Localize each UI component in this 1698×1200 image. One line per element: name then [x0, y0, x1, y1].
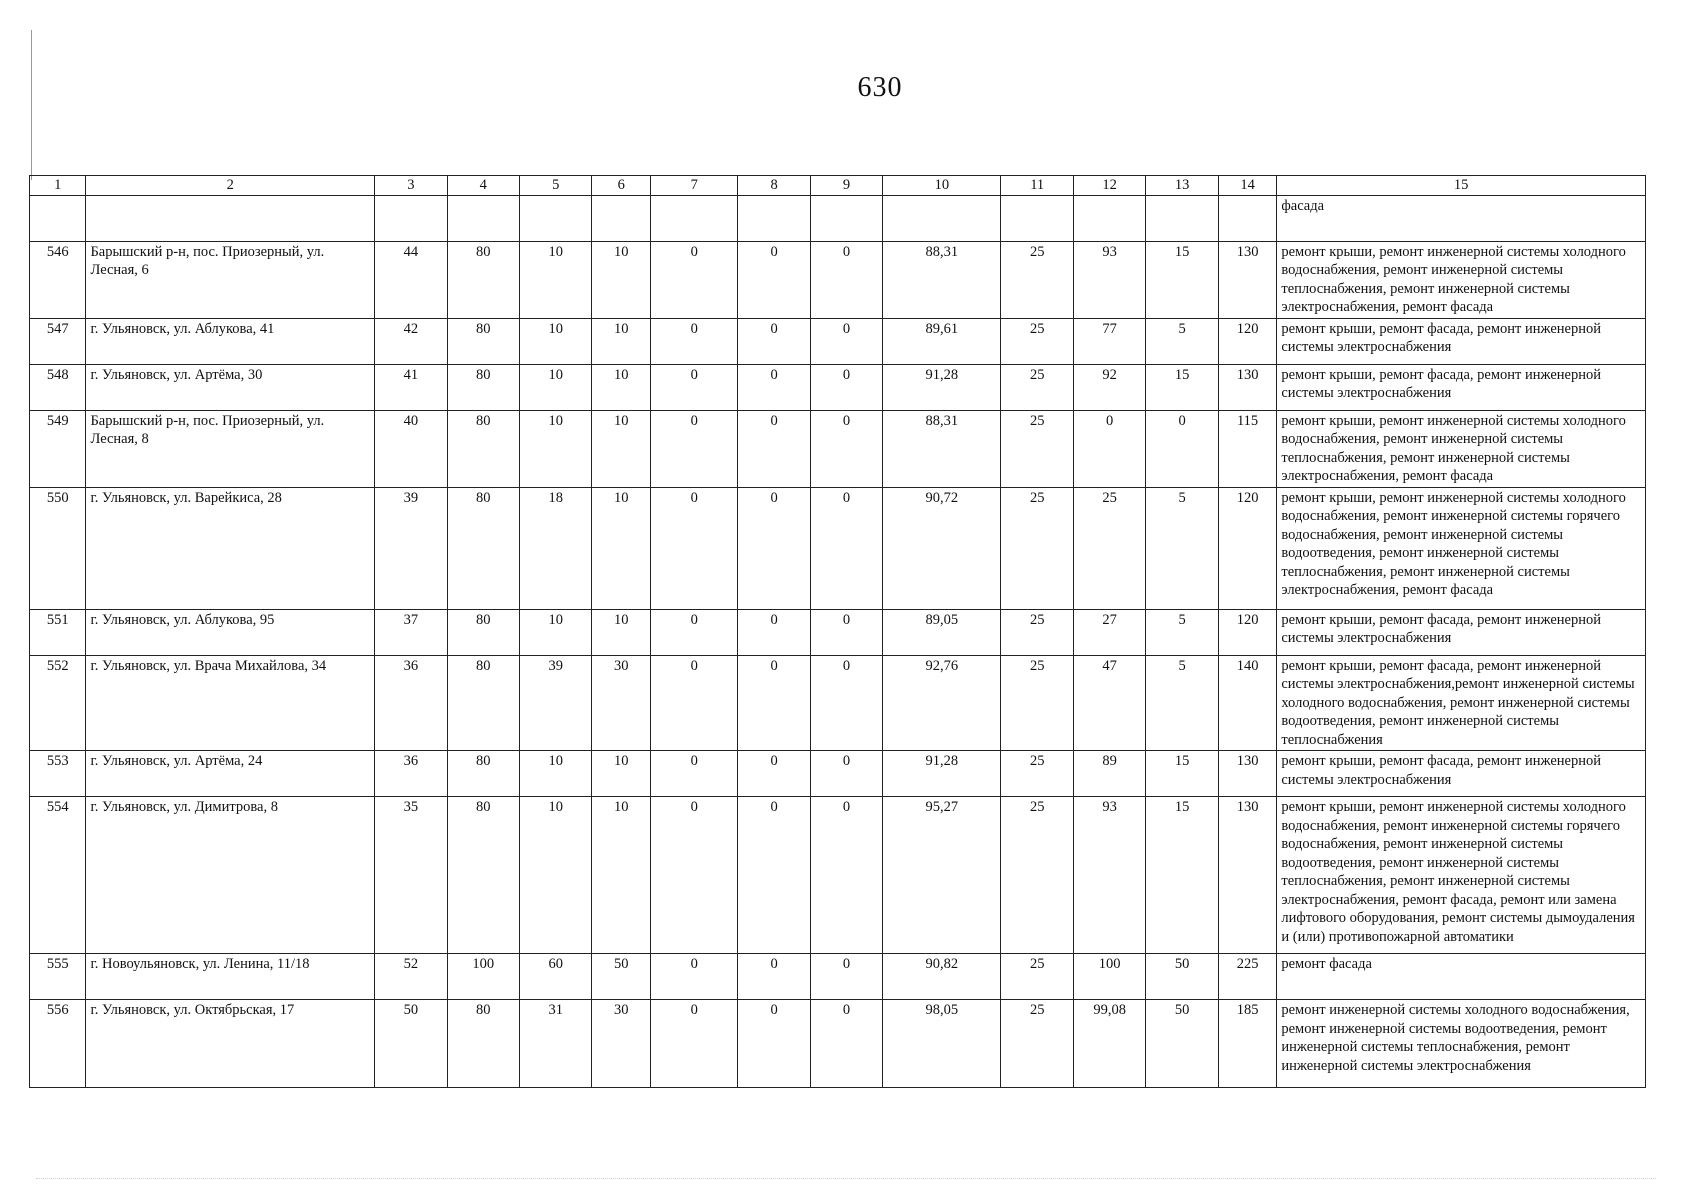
- value-cell-c3: 39: [375, 487, 447, 609]
- value-cell-c11: 25: [1001, 609, 1073, 655]
- value-cell-c11: 25: [1001, 954, 1073, 1000]
- value-cell-c6: 10: [592, 751, 651, 797]
- value-cell-c3: 35: [375, 797, 447, 954]
- value-cell-c11: 25: [1001, 751, 1073, 797]
- value-cell-c13: 15: [1146, 751, 1218, 797]
- value-cell-c6: 30: [592, 655, 651, 751]
- value-cell-c5: 10: [520, 410, 592, 487]
- value-cell-c14: 120: [1218, 487, 1277, 609]
- address-cell: г. Ульяновск, ул. Варейкиса, 28: [86, 487, 375, 609]
- repair-program-table: [29, 175, 1646, 1088]
- value-cell-c12: 25: [1073, 487, 1145, 609]
- value-cell-c13: 15: [1146, 364, 1218, 410]
- address-cell: г. Ульяновск, ул. Октябрьская, 17: [86, 1000, 375, 1088]
- row-number: 546: [30, 241, 86, 318]
- value-cell-c10: 92,76: [883, 655, 1001, 751]
- column-number-12: 12: [1073, 176, 1145, 196]
- works-cell: ремонт крыши, ремонт инженерной системы холодного водоснабжения, ремонт инженерной системы теплоснабжения, ремонт инженерной системы электроснабжения, ремонт фасада: [1277, 241, 1646, 318]
- works-cell: ремонт крыши, ремонт фасада, ремонт инженерной системы электроснабжения: [1277, 364, 1646, 410]
- table-row: [30, 1000, 1646, 1088]
- value-cell-c7: 0: [651, 751, 738, 797]
- value-cell-c4: 80: [447, 487, 519, 609]
- row-number: 548: [30, 364, 86, 410]
- value-cell-c13: 5: [1146, 655, 1218, 751]
- value-cell-c14: 225: [1218, 954, 1277, 1000]
- value-cell-c7: 0: [651, 655, 738, 751]
- table-row: [30, 364, 1646, 410]
- value-cell-c10: 98,05: [883, 1000, 1001, 1088]
- value-cell-c4: 80: [447, 1000, 519, 1088]
- value-cell-c4: 80: [447, 751, 519, 797]
- value-cell-c11: 25: [1001, 364, 1073, 410]
- value-cell-c4: 80: [447, 410, 519, 487]
- value-cell-c13: 5: [1146, 487, 1218, 609]
- value-cell-c13: 5: [1146, 609, 1218, 655]
- address-cell: г. Ульяновск, ул. Аблукова, 41: [86, 318, 375, 364]
- value-cell-c13: 50: [1146, 1000, 1218, 1088]
- value-cell-c13: 15: [1146, 797, 1218, 954]
- value-cell-c6: 30: [592, 1000, 651, 1088]
- value-cell-c5: 39: [520, 655, 592, 751]
- value-cell-c12: 92: [1073, 364, 1145, 410]
- page-number: 630: [857, 72, 903, 103]
- value-cell-c7: 0: [651, 364, 738, 410]
- value-cell-c9: 0: [810, 364, 882, 410]
- column-number-6: 6: [592, 176, 651, 196]
- row-number: 551: [30, 609, 86, 655]
- value-cell-c8: 0: [738, 318, 810, 364]
- value-cell-c10: 88,31: [883, 410, 1001, 487]
- table-row: [30, 751, 1646, 797]
- value-cell-c9: 0: [810, 655, 882, 751]
- value-cell-c5: 10: [520, 364, 592, 410]
- value-cell-c8: 0: [738, 954, 810, 1000]
- value-cell-c7: 0: [651, 410, 738, 487]
- table-row: [30, 609, 1646, 655]
- address-cell: г. Ульяновск, ул. Аблукова, 95: [86, 609, 375, 655]
- value-cell-c5: 10: [520, 797, 592, 954]
- value-cell-c14: 130: [1218, 797, 1277, 954]
- value-cell-c9: 0: [810, 318, 882, 364]
- column-number-10: 10: [883, 176, 1001, 196]
- value-cell-c3: 41: [375, 364, 447, 410]
- value-cell-c12: 93: [1073, 241, 1145, 318]
- row-number: 554: [30, 797, 86, 954]
- value-cell-c3: 36: [375, 751, 447, 797]
- value-cell-c8: 0: [738, 609, 810, 655]
- value-cell-c5: 18: [520, 487, 592, 609]
- value-cell-c4: 80: [447, 655, 519, 751]
- value-cell-c3: 36: [375, 655, 447, 751]
- address-cell: г. Ульяновск, ул. Врача Михайлова, 34: [86, 655, 375, 751]
- continuation-text: фасада: [1277, 195, 1646, 241]
- value-cell-c3: 40: [375, 410, 447, 487]
- table-row: [30, 487, 1646, 609]
- works-cell: ремонт инженерной системы холодного водоснабжения, ремонт инженерной системы водоотведения, ремонт инженерной системы теплоснабжения, ремонт инженерной системы электроснабжения: [1277, 1000, 1646, 1088]
- row-number: 556: [30, 1000, 86, 1088]
- value-cell-c6: 10: [592, 797, 651, 954]
- value-cell-c10: 89,61: [883, 318, 1001, 364]
- works-cell: ремонт крыши, ремонт фасада, ремонт инженерной системы электроснабжения: [1277, 751, 1646, 797]
- value-cell-c12: 77: [1073, 318, 1145, 364]
- value-cell-c7: 0: [651, 318, 738, 364]
- column-number-row: [30, 176, 1646, 196]
- value-cell-c3: 37: [375, 609, 447, 655]
- column-number-13: 13: [1146, 176, 1218, 196]
- value-cell-c12: 99,08: [1073, 1000, 1145, 1088]
- value-cell-c12: 47: [1073, 655, 1145, 751]
- address-cell: Барышский р-н, пос. Приозерный, ул. Лесная, 8: [86, 410, 375, 487]
- value-cell-c3: 42: [375, 318, 447, 364]
- value-cell-c5: 10: [520, 241, 592, 318]
- value-cell-c5: 10: [520, 609, 592, 655]
- value-cell-c10: 90,72: [883, 487, 1001, 609]
- value-cell-c11: 25: [1001, 410, 1073, 487]
- value-cell-c11: 25: [1001, 797, 1073, 954]
- value-cell-c9: 0: [810, 609, 882, 655]
- value-cell-c12: 100: [1073, 954, 1145, 1000]
- value-cell-c10: 88,31: [883, 241, 1001, 318]
- works-cell: ремонт крыши, ремонт инженерной системы холодного водоснабжения, ремонт инженерной системы горячего водоснабжения, ремонт инженерной системы водоотведения, ремонт инженерной системы теплоснабжения, ремонт инженерной системы электроснабжения, ремонт фасада: [1277, 487, 1646, 609]
- value-cell-c14: 115: [1218, 410, 1277, 487]
- value-cell-c9: 0: [810, 954, 882, 1000]
- value-cell-c14: 130: [1218, 364, 1277, 410]
- value-cell-c10: 91,28: [883, 364, 1001, 410]
- value-cell-c11: 25: [1001, 1000, 1073, 1088]
- value-cell-c6: 10: [592, 609, 651, 655]
- value-cell-c8: 0: [738, 364, 810, 410]
- value-cell-c14: 185: [1218, 1000, 1277, 1088]
- value-cell-c13: 50: [1146, 954, 1218, 1000]
- value-cell-c11: 25: [1001, 241, 1073, 318]
- value-cell-c9: 0: [810, 241, 882, 318]
- value-cell-c4: 100: [447, 954, 519, 1000]
- row-number: 555: [30, 954, 86, 1000]
- column-number-5: 5: [520, 176, 592, 196]
- value-cell-c9: 0: [810, 410, 882, 487]
- row-number: 552: [30, 655, 86, 751]
- value-cell-c13: 15: [1146, 241, 1218, 318]
- row-number: 553: [30, 751, 86, 797]
- value-cell-c4: 80: [447, 241, 519, 318]
- works-cell: ремонт крыши, ремонт инженерной системы холодного водоснабжения, ремонт инженерной системы горячего водоснабжения, ремонт инженерной системы водоотведения, ремонт инженерной системы теплоснабжения, ремонт инженерной системы электроснабжения, ремонт фасада, ремонт или замена лифтового оборудования, ремонт системы дымоудаления и (или) противопожарной автоматики: [1277, 797, 1646, 954]
- value-cell-c5: 31: [520, 1000, 592, 1088]
- table-row: [30, 241, 1646, 318]
- table-row: [30, 655, 1646, 751]
- value-cell-c12: 0: [1073, 410, 1145, 487]
- table-row: [30, 410, 1646, 487]
- column-number-9: 9: [810, 176, 882, 196]
- value-cell-c4: 80: [447, 364, 519, 410]
- value-cell-c12: 93: [1073, 797, 1145, 954]
- value-cell-c3: 44: [375, 241, 447, 318]
- value-cell-c8: 0: [738, 487, 810, 609]
- column-number-7: 7: [651, 176, 738, 196]
- works-cell: ремонт крыши, ремонт инженерной системы холодного водоснабжения, ремонт инженерной системы теплоснабжения, ремонт инженерной системы электроснабжения, ремонт фасада: [1277, 410, 1646, 487]
- table-row: [30, 318, 1646, 364]
- works-cell: ремонт крыши, ремонт фасада, ремонт инженерной системы электроснабжения,ремонт инженерной системы холодного водоснабжения, ремонт инженерной системы водоотведения, ремонт инженерной системы теплоснабжения: [1277, 655, 1646, 751]
- column-number-1: 1: [30, 176, 86, 196]
- value-cell-c6: 10: [592, 318, 651, 364]
- value-cell-c14: 120: [1218, 318, 1277, 364]
- value-cell-c7: 0: [651, 609, 738, 655]
- column-number-14: 14: [1218, 176, 1277, 196]
- value-cell-c8: 0: [738, 410, 810, 487]
- value-cell-c6: 50: [592, 954, 651, 1000]
- address-cell: г. Ульяновск, ул. Артёма, 30: [86, 364, 375, 410]
- continuation-row: [30, 195, 1646, 241]
- value-cell-c6: 10: [592, 410, 651, 487]
- value-cell-c6: 10: [592, 241, 651, 318]
- works-cell: ремонт крыши, ремонт фасада, ремонт инженерной системы электроснабжения: [1277, 609, 1646, 655]
- left-margin-line: [31, 30, 32, 180]
- works-cell: ремонт крыши, ремонт фасада, ремонт инженерной системы электроснабжения: [1277, 318, 1646, 364]
- value-cell-c13: 0: [1146, 410, 1218, 487]
- address-cell: г. Ульяновск, ул. Димитрова, 8: [86, 797, 375, 954]
- row-number: 550: [30, 487, 86, 609]
- value-cell-c6: 10: [592, 487, 651, 609]
- value-cell-c4: 80: [447, 318, 519, 364]
- value-cell-c9: 0: [810, 797, 882, 954]
- column-number-3: 3: [375, 176, 447, 196]
- value-cell-c5: 10: [520, 318, 592, 364]
- value-cell-c5: 10: [520, 751, 592, 797]
- value-cell-c7: 0: [651, 241, 738, 318]
- value-cell-c7: 0: [651, 954, 738, 1000]
- value-cell-c8: 0: [738, 797, 810, 954]
- table-row: [30, 954, 1646, 1000]
- value-cell-c9: 0: [810, 1000, 882, 1088]
- scan-artifact-line: [36, 1178, 1656, 1180]
- value-cell-c11: 25: [1001, 655, 1073, 751]
- value-cell-c13: 5: [1146, 318, 1218, 364]
- value-cell-c5: 60: [520, 954, 592, 1000]
- value-cell-c14: 120: [1218, 609, 1277, 655]
- value-cell-c10: 95,27: [883, 797, 1001, 954]
- value-cell-c11: 25: [1001, 318, 1073, 364]
- value-cell-c12: 89: [1073, 751, 1145, 797]
- address-cell: г. Новоульяновск, ул. Ленина, 11/18: [86, 954, 375, 1000]
- value-cell-c3: 52: [375, 954, 447, 1000]
- address-cell: г. Ульяновск, ул. Артёма, 24: [86, 751, 375, 797]
- value-cell-c14: 130: [1218, 241, 1277, 318]
- column-number-11: 11: [1001, 176, 1073, 196]
- value-cell-c7: 0: [651, 797, 738, 954]
- column-number-15: 15: [1277, 176, 1646, 196]
- value-cell-c8: 0: [738, 1000, 810, 1088]
- value-cell-c4: 80: [447, 797, 519, 954]
- value-cell-c10: 90,82: [883, 954, 1001, 1000]
- value-cell-c7: 0: [651, 487, 738, 609]
- value-cell-c10: 89,05: [883, 609, 1001, 655]
- works-cell: ремонт фасада: [1277, 954, 1646, 1000]
- column-number-8: 8: [738, 176, 810, 196]
- row-number: 549: [30, 410, 86, 487]
- value-cell-c9: 0: [810, 751, 882, 797]
- address-cell: Барышский р-н, пос. Приозерный, ул. Лесная, 6: [86, 241, 375, 318]
- value-cell-c10: 91,28: [883, 751, 1001, 797]
- value-cell-c8: 0: [738, 751, 810, 797]
- value-cell-c11: 25: [1001, 487, 1073, 609]
- value-cell-c8: 0: [738, 241, 810, 318]
- column-number-2: 2: [86, 176, 375, 196]
- value-cell-c12: 27: [1073, 609, 1145, 655]
- value-cell-c6: 10: [592, 364, 651, 410]
- value-cell-c14: 140: [1218, 655, 1277, 751]
- column-number-4: 4: [447, 176, 519, 196]
- row-number: 547: [30, 318, 86, 364]
- table-row: [30, 797, 1646, 954]
- value-cell-c14: 130: [1218, 751, 1277, 797]
- value-cell-c7: 0: [651, 1000, 738, 1088]
- value-cell-c9: 0: [810, 487, 882, 609]
- table-body: [30, 176, 1646, 1088]
- value-cell-c3: 50: [375, 1000, 447, 1088]
- value-cell-c4: 80: [447, 609, 519, 655]
- value-cell-c8: 0: [738, 655, 810, 751]
